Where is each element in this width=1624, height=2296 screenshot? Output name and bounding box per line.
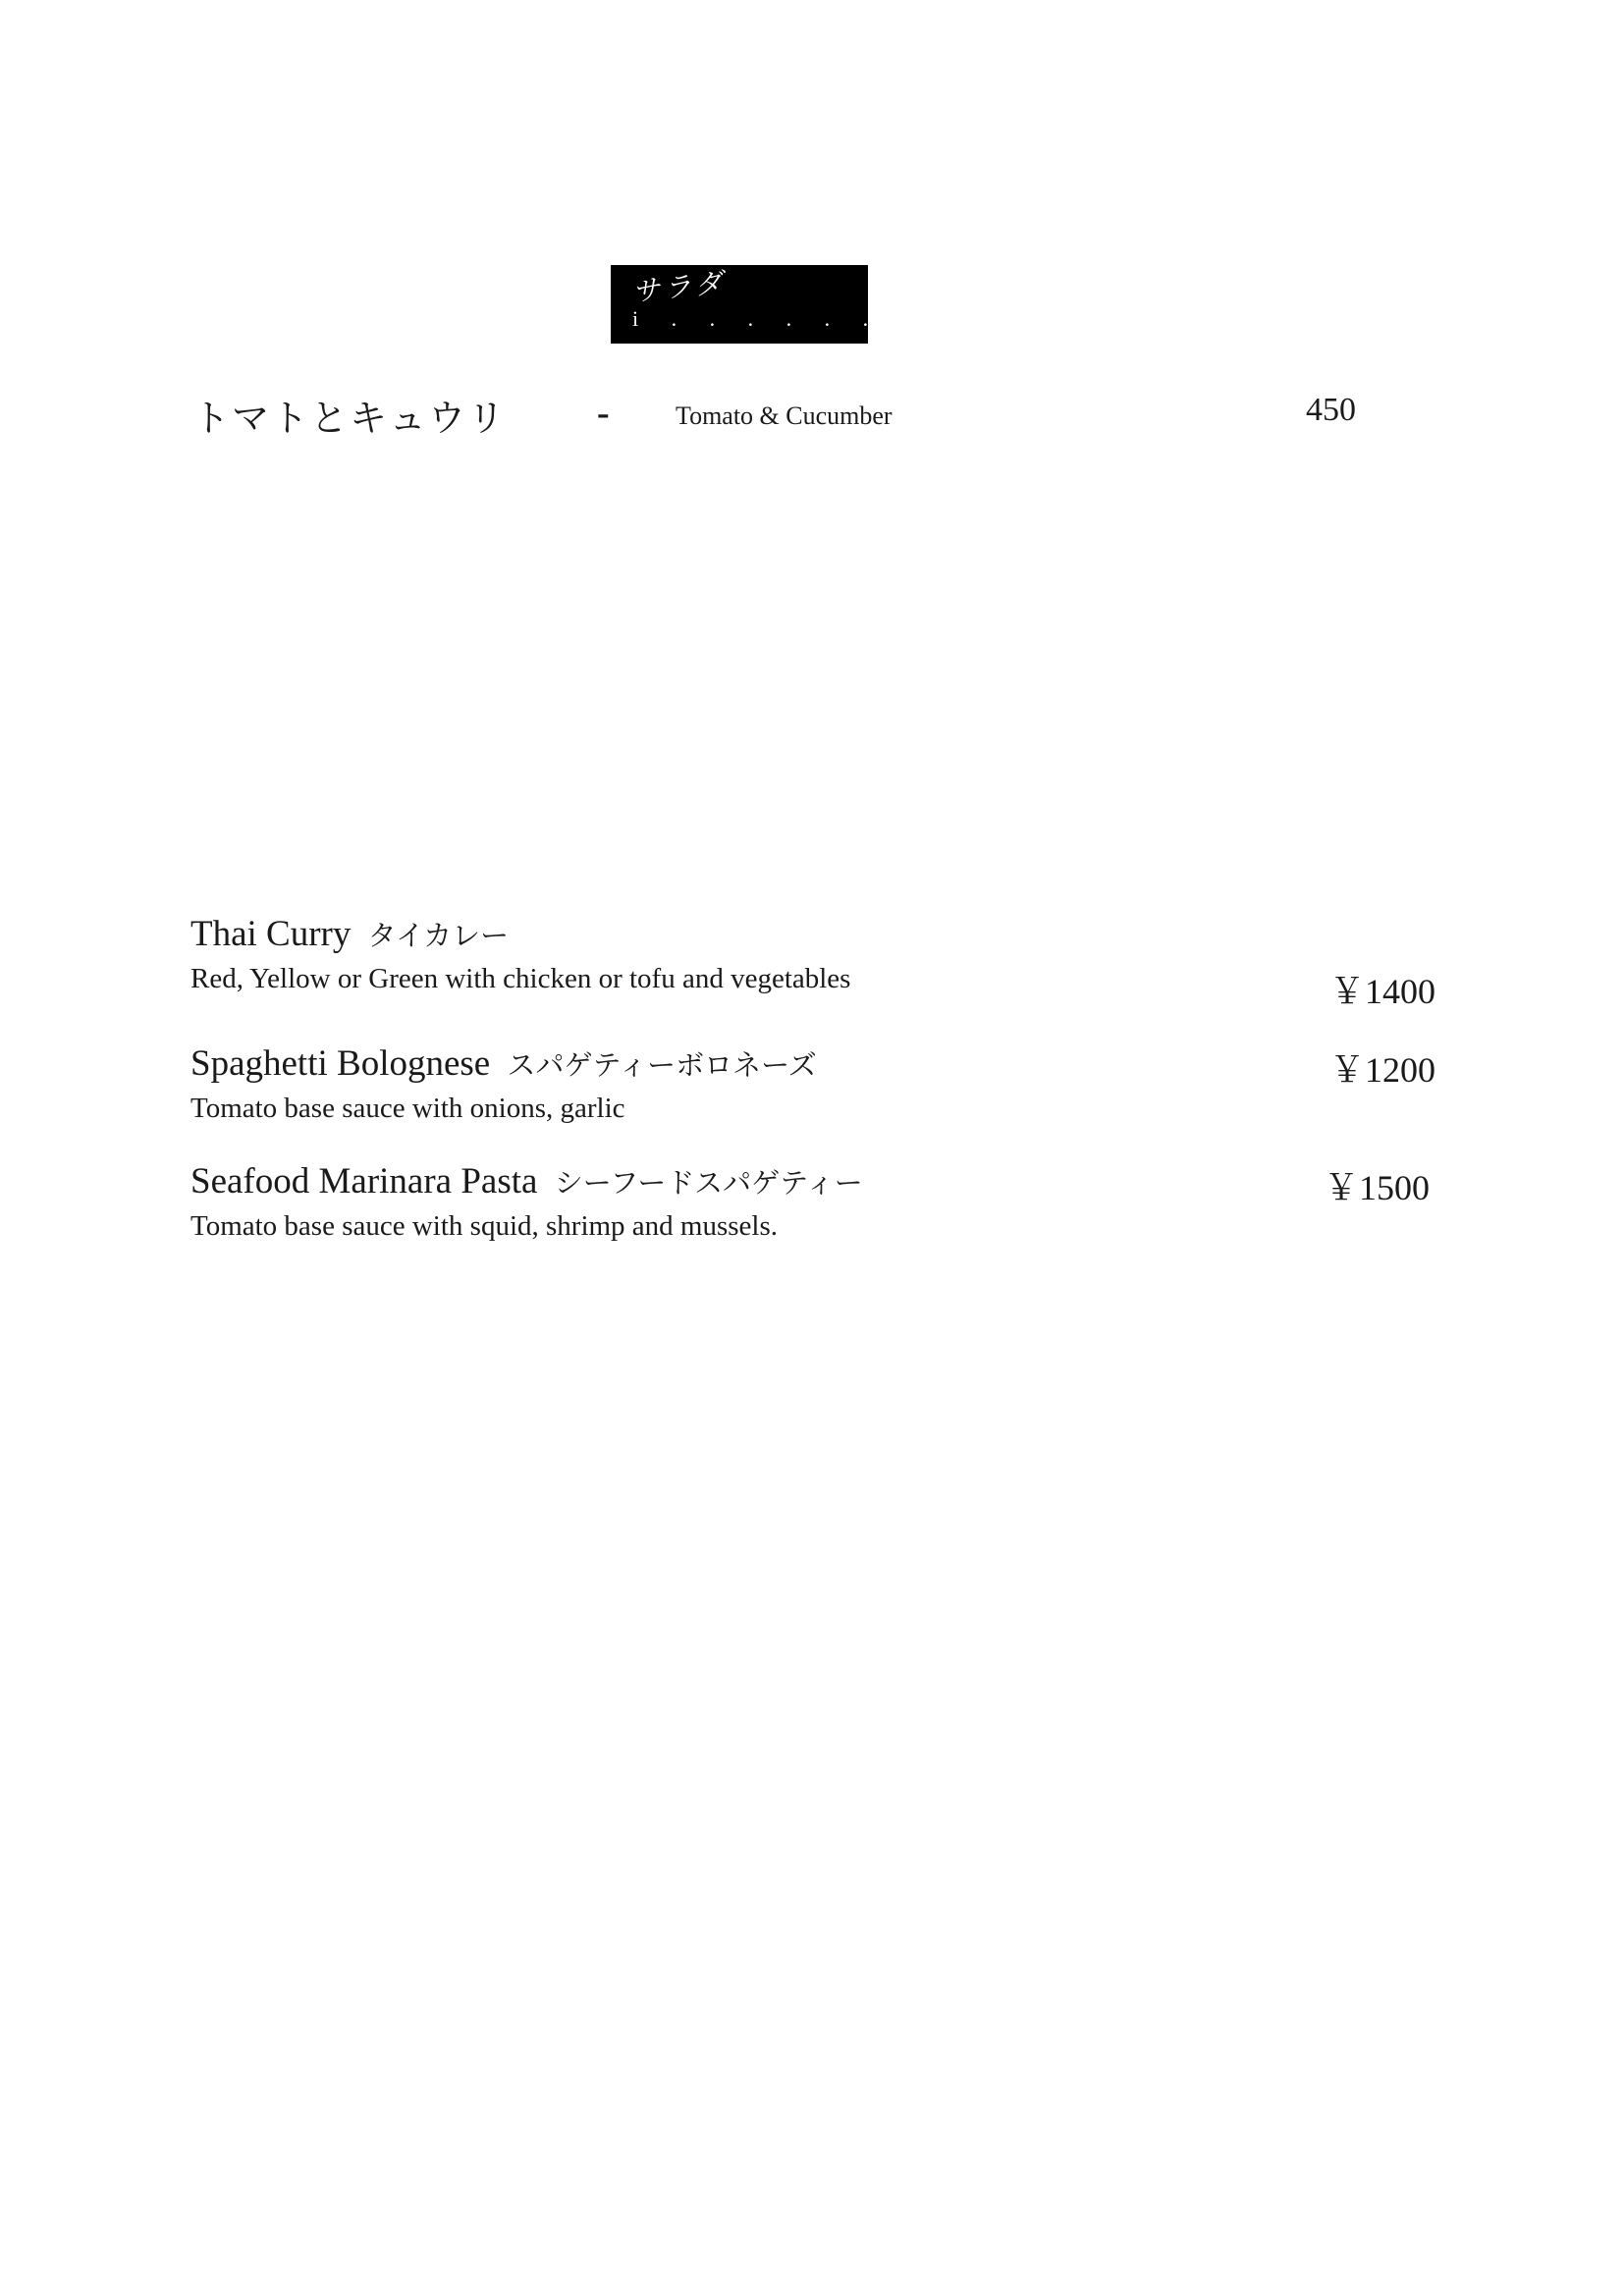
menu-item-seafood-marinara <box>190 1160 1467 1243</box>
menu-item-thai-curry <box>190 913 1467 1011</box>
item-name-jp: タイカレー <box>367 919 510 952</box>
item-price: ￥1500 <box>1324 1168 1431 1207</box>
item-price: ￥1200 <box>1329 1050 1436 1090</box>
item-name-jp: シーフードスパゲティー <box>554 1166 863 1200</box>
item-title <box>190 1042 1467 1085</box>
item-name-en: Spaghetti Bolognese <box>190 1043 491 1084</box>
item-name-en: Tomato & Cucumber <box>676 401 893 430</box>
salad-item-tomato-cucumber <box>192 388 1371 447</box>
menu-item-spaghetti-bolognese <box>190 1042 1467 1125</box>
item-description: Red, Yellow or Green with chicken or tofu and vegetables <box>190 963 851 994</box>
item-description: Tomato base sauce with squid, shrimp and mussels. <box>190 1210 779 1242</box>
item-title <box>190 1160 1467 1202</box>
item-name-en: Thai Curry <box>190 914 352 954</box>
banner-title: サラダ <box>630 265 729 308</box>
item-description: Tomato base sauce with onions, garlic <box>190 1093 625 1124</box>
banner-decoration: i . . . . . . . <box>632 306 921 331</box>
section-banner-salad <box>611 265 921 344</box>
item-title <box>190 913 1467 955</box>
item-name-jp: トマトとキュウリ <box>192 397 508 440</box>
separator-dash: - <box>597 393 610 434</box>
item-name-en: Seafood Marinara Pasta <box>190 1161 538 1201</box>
item-price: ￥1400 <box>1329 972 1436 1011</box>
item-name-jp: スパゲティーボロネーズ <box>507 1048 817 1082</box>
item-price: 450 <box>1306 392 1356 428</box>
